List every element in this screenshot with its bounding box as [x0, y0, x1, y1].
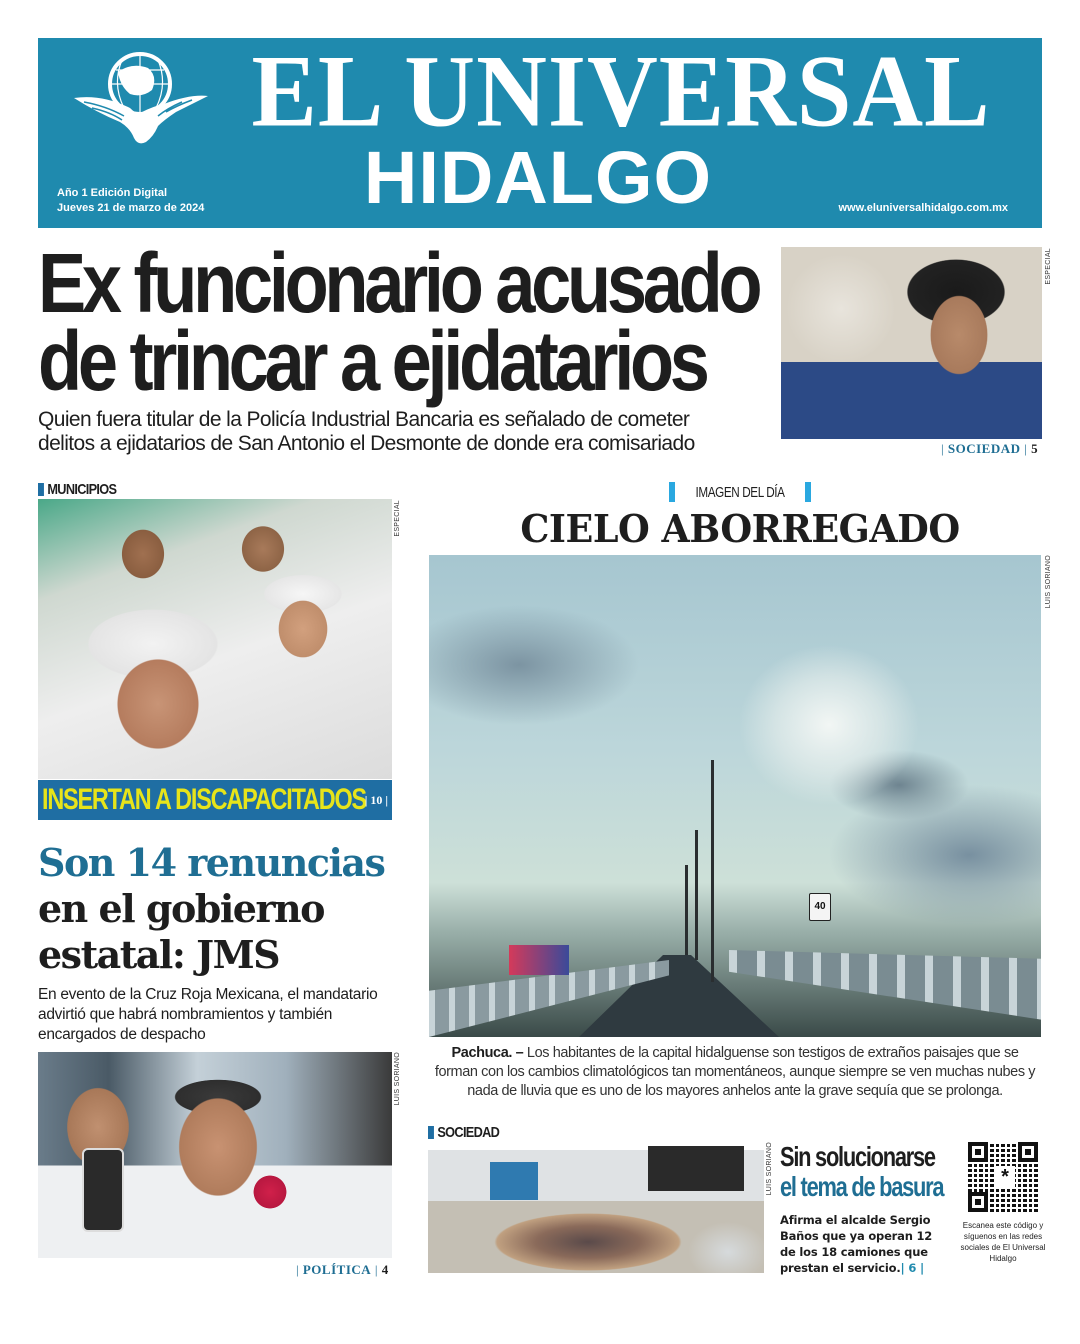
sociedad-headline-line2: el tema de basura — [780, 1171, 944, 1202]
edition-info — [57, 186, 204, 216]
sociedad-deck-text: Afirma el alcalde Sergio Baños que ya operan 12 de los 18 camiones que prestan el servicio. — [780, 1213, 933, 1275]
section-label-sociedad — [428, 1124, 499, 1141]
brand-title: EL UNIVERSAL — [251, 35, 991, 149]
sociedad-page-ref: | 6 | — [900, 1261, 924, 1275]
lead-section-ref[interactable]: | SOCIEDAD | 5 — [941, 441, 1039, 456]
edition-date: Jueves 21 de marzo de 2024 — [57, 202, 205, 214]
qr-finder — [1018, 1142, 1038, 1162]
qr-caption: Escanea este código y síguenos en las redes sociales de El Universal Hidalgo — [960, 1221, 1046, 1263]
section-label-text: MUNICIPIOS — [47, 481, 117, 498]
municipios-headline: INSERTAN A DISCAPACITADOS — [42, 783, 366, 816]
lead-page-number: 5 — [1031, 441, 1039, 456]
sky-photo[interactable] — [429, 555, 1041, 1037]
municipios-photo-credit: ESPECIAL — [394, 500, 401, 537]
kicker-text: IMAGEN DEL DÍA — [695, 483, 785, 501]
lead-photo[interactable] — [781, 247, 1042, 439]
edition-year: Año 1 Edición Digital — [57, 187, 168, 199]
street-lamp — [695, 830, 698, 960]
municipios-banner[interactable] — [38, 780, 392, 820]
edition-name: HIDALGO — [363, 136, 713, 219]
sociedad-deck — [780, 1212, 950, 1276]
street-lamp — [711, 760, 714, 982]
caption-text: Los habitantes de la capital hidalguense son testigos de extraños paisajes que se forman con los cambios climatológicos tan momentáneos, aunque siempre se ven muchas nubes y nada de lluvia que es uno de los mayores anhelos ante la grave sequía que se prolonga. — [434, 1045, 1036, 1099]
politica-section-ref[interactable]: | POLÍTICA | 4 — [296, 1262, 389, 1277]
sociedad-headline-line1: Sin solucionarse — [780, 1141, 935, 1172]
asterisk-icon: * — [995, 1166, 1015, 1188]
sociedad-photo[interactable] — [428, 1142, 764, 1273]
caption-dateline: Pachuca. – — [451, 1045, 524, 1061]
politica-headline-line2: en el gobierno — [38, 886, 324, 931]
lead-deck-line2: delitos a ejidatarios de San Antonio el Desmonte de donde era comisariado — [38, 432, 695, 455]
qr-finder — [968, 1142, 988, 1162]
speed-sign: 40 — [809, 893, 831, 921]
trash-bin — [490, 1162, 538, 1200]
municipios-page-ref: | 10 | — [364, 793, 388, 807]
politica-deck: En evento de la Cruz Roja Mexicana, el mandatario advirtió que habrá nombramientos y también encargados de despacho — [38, 986, 378, 1043]
lead-headline-line1: Ex funcionario acusado — [38, 236, 759, 330]
politica-photo-credit: LUIS SORIANO — [394, 1052, 401, 1106]
municipios-page-number: 10 — [370, 793, 383, 807]
section-label-text: SOCIEDAD — [437, 1124, 500, 1141]
lead-headline-line2: de trincar a ejidatarios — [38, 314, 706, 408]
shutter-door — [648, 1146, 744, 1191]
sociedad-photo-credit: LUIS SORIANO — [766, 1142, 773, 1196]
globe-eagle-icon — [72, 50, 212, 150]
sky-photo-credit: LUIS SORIANO — [1045, 555, 1052, 609]
sky-caption — [430, 1044, 1040, 1101]
site-url-link[interactable]: www.eluniversalhidalgo.com.mx — [838, 202, 1008, 214]
lead-section-name: SOCIEDAD — [947, 441, 1021, 456]
politica-headline-accent: Son 14 renuncias — [38, 840, 385, 885]
sociedad-headline[interactable] — [780, 1141, 944, 1202]
section-marker — [428, 1126, 434, 1139]
politica-headline[interactable] — [38, 840, 408, 978]
qr-code[interactable] — [966, 1140, 1040, 1214]
lead-deck-line1: Quien fuera titular de la Policía Industrial Bancaria es señalado de cometer — [38, 408, 690, 431]
phone-in-photo — [82, 1148, 124, 1232]
lead-headline[interactable] — [38, 236, 759, 408]
politica-section-name: POLÍTICA — [302, 1262, 372, 1277]
section-label-municipios — [38, 481, 116, 498]
kicker-marker-left — [669, 482, 675, 502]
bridge-rail-right — [729, 950, 1041, 1037]
imagen-del-dia-title[interactable]: CIELO ABORREGADO — [520, 506, 960, 551]
qr-finder — [968, 1192, 988, 1212]
municipios-photo[interactable] — [38, 499, 392, 779]
politica-headline-line3: estatal: JMS — [38, 932, 280, 977]
street-lamp — [685, 865, 688, 955]
lead-photo-credit: ESPECIAL — [1045, 248, 1052, 285]
lead-deck — [38, 408, 778, 456]
section-marker — [38, 483, 44, 496]
masthead — [38, 35, 1042, 228]
kicker-marker-right — [805, 482, 811, 502]
imagen-del-dia-kicker — [420, 482, 1060, 502]
billboard — [509, 945, 569, 975]
politica-page-number: 4 — [381, 1262, 389, 1277]
